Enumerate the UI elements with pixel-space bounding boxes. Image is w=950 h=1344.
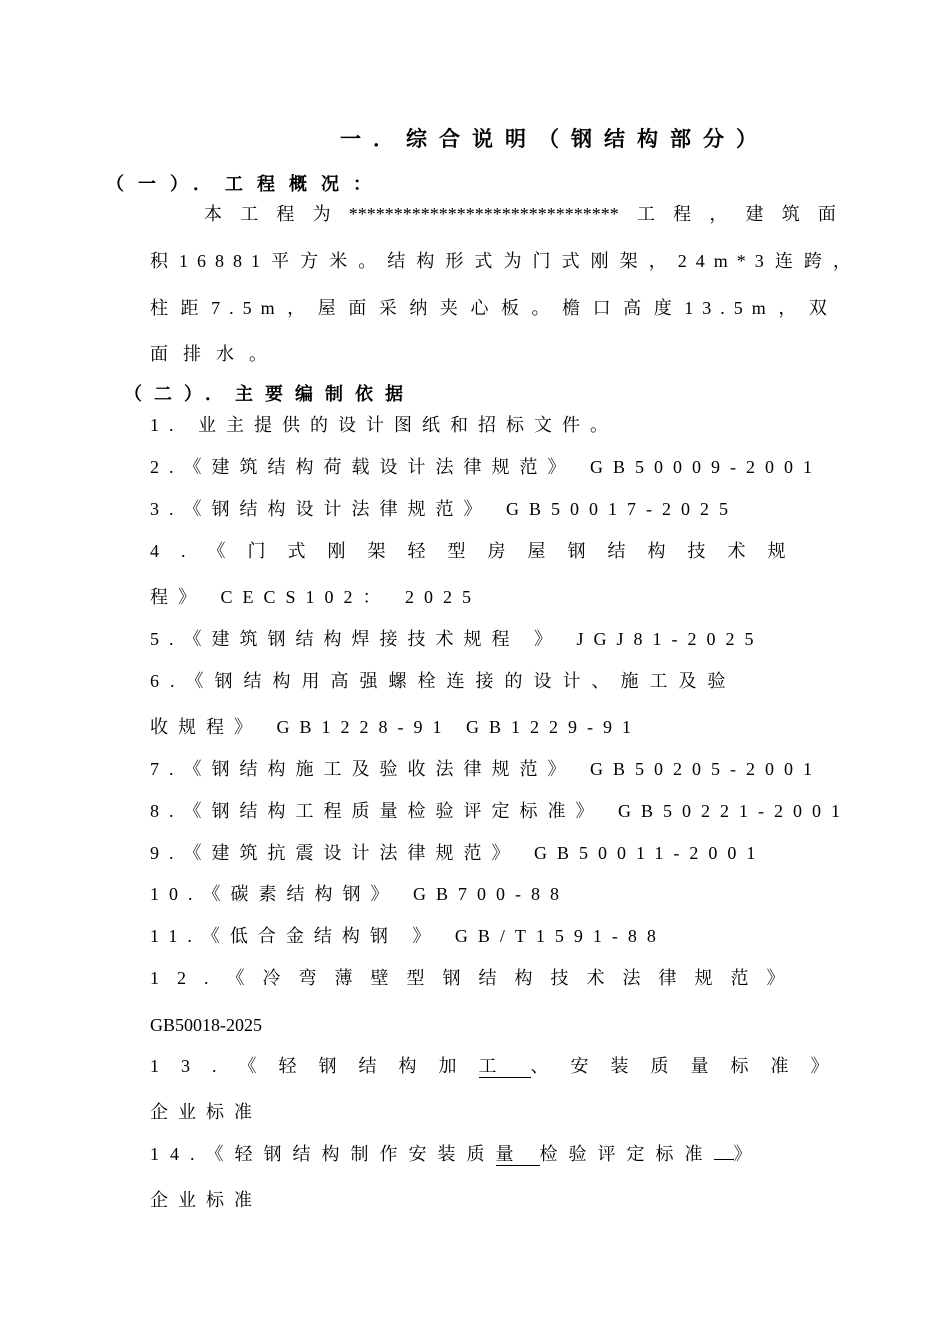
basis-item-cont: 程》 CECS102： 2025 — [150, 587, 482, 607]
basis-item-14-underlined: 量 — [496, 1143, 540, 1166]
basis-item: 2.《建筑结构荷载设计法律规范》 GB50009-2001 — [150, 457, 822, 477]
section-heading-basis: （二）．主要编制依据 — [124, 384, 415, 404]
basis-item-14-part2: 检验评定标准 — [539, 1144, 714, 1164]
overview-line-1: 本 工 程 为 ****************************** 工 程 ， 建 筑 面 — [204, 204, 836, 224]
basis-item-cont: 企业标准 — [150, 1190, 262, 1210]
basis-item: 11.《低合金结构钢 》 GB/T1591-88 — [150, 926, 666, 946]
basis-item: 10.《碳素结构钢》 GB700-88 — [150, 884, 569, 904]
basis-item: 7.《钢结构施工及验收法律规范》 GB50205-2001 — [150, 759, 822, 779]
basis-item-14 — [150, 1143, 763, 1166]
basis-item: 12.《冷弯薄壁型钢结构技术法律规范》 — [150, 968, 803, 988]
basis-item-13-underlined: 工 — [479, 1055, 531, 1078]
basis-item: 5.《建筑钢结构焊接技术规程 》 JGJ81-2025 — [150, 629, 764, 649]
basis-item-cont: GB50018-2025 — [150, 1015, 262, 1035]
basis-item-14-part3: 》 — [733, 1144, 763, 1164]
overview-line-2: 积 16881 平 方 米 。 结 构 形 式 为 门 式 刚 架 ， 24m*3 连 跨 ， — [150, 251, 860, 271]
basis-item-13-part1: 13.《轻钢结构加 — [150, 1056, 479, 1076]
page-title: 一．综合说明（钢结构部分） — [340, 127, 769, 151]
blank-underline — [714, 1143, 734, 1160]
basis-item-cont: 企业标准 — [150, 1102, 262, 1122]
basis-item: 4.《门式刚架轻型房屋钢结构技术规 — [150, 541, 808, 561]
basis-item-13 — [150, 1055, 851, 1078]
overview-line-4: 面排水。 — [150, 344, 282, 364]
basis-item-13-part2: 、安装质量标准》 — [530, 1056, 851, 1076]
basis-item: 8.《钢结构工程质量检验评定标准》 GB50221-2001 — [150, 801, 850, 821]
overview-line-3: 柱 距 7.5m ， 屋 面 采 纳 夹 心 板 。 檐 口 高 度 13.5m ， 双 — [150, 298, 836, 318]
basis-item: 6.《钢结构用高强螺栓连接的设计、施工及验 — [150, 671, 737, 691]
basis-item: 9.《建筑抗震设计法律规范》 GB50011-2001 — [150, 843, 766, 863]
basis-item-cont: 收规程》 GB1228-91 GB1229-91 — [150, 717, 641, 737]
basis-item: 3.《钢结构设计法律规范》 GB50017-2025 — [150, 499, 738, 519]
section-heading-overview: （一）．工程概况： — [106, 174, 385, 194]
basis-item: 1. 业主提供的设计图纸和招标文件。 — [150, 415, 618, 435]
basis-item-14-part1: 14.《轻钢结构制作安装质 — [150, 1144, 496, 1164]
